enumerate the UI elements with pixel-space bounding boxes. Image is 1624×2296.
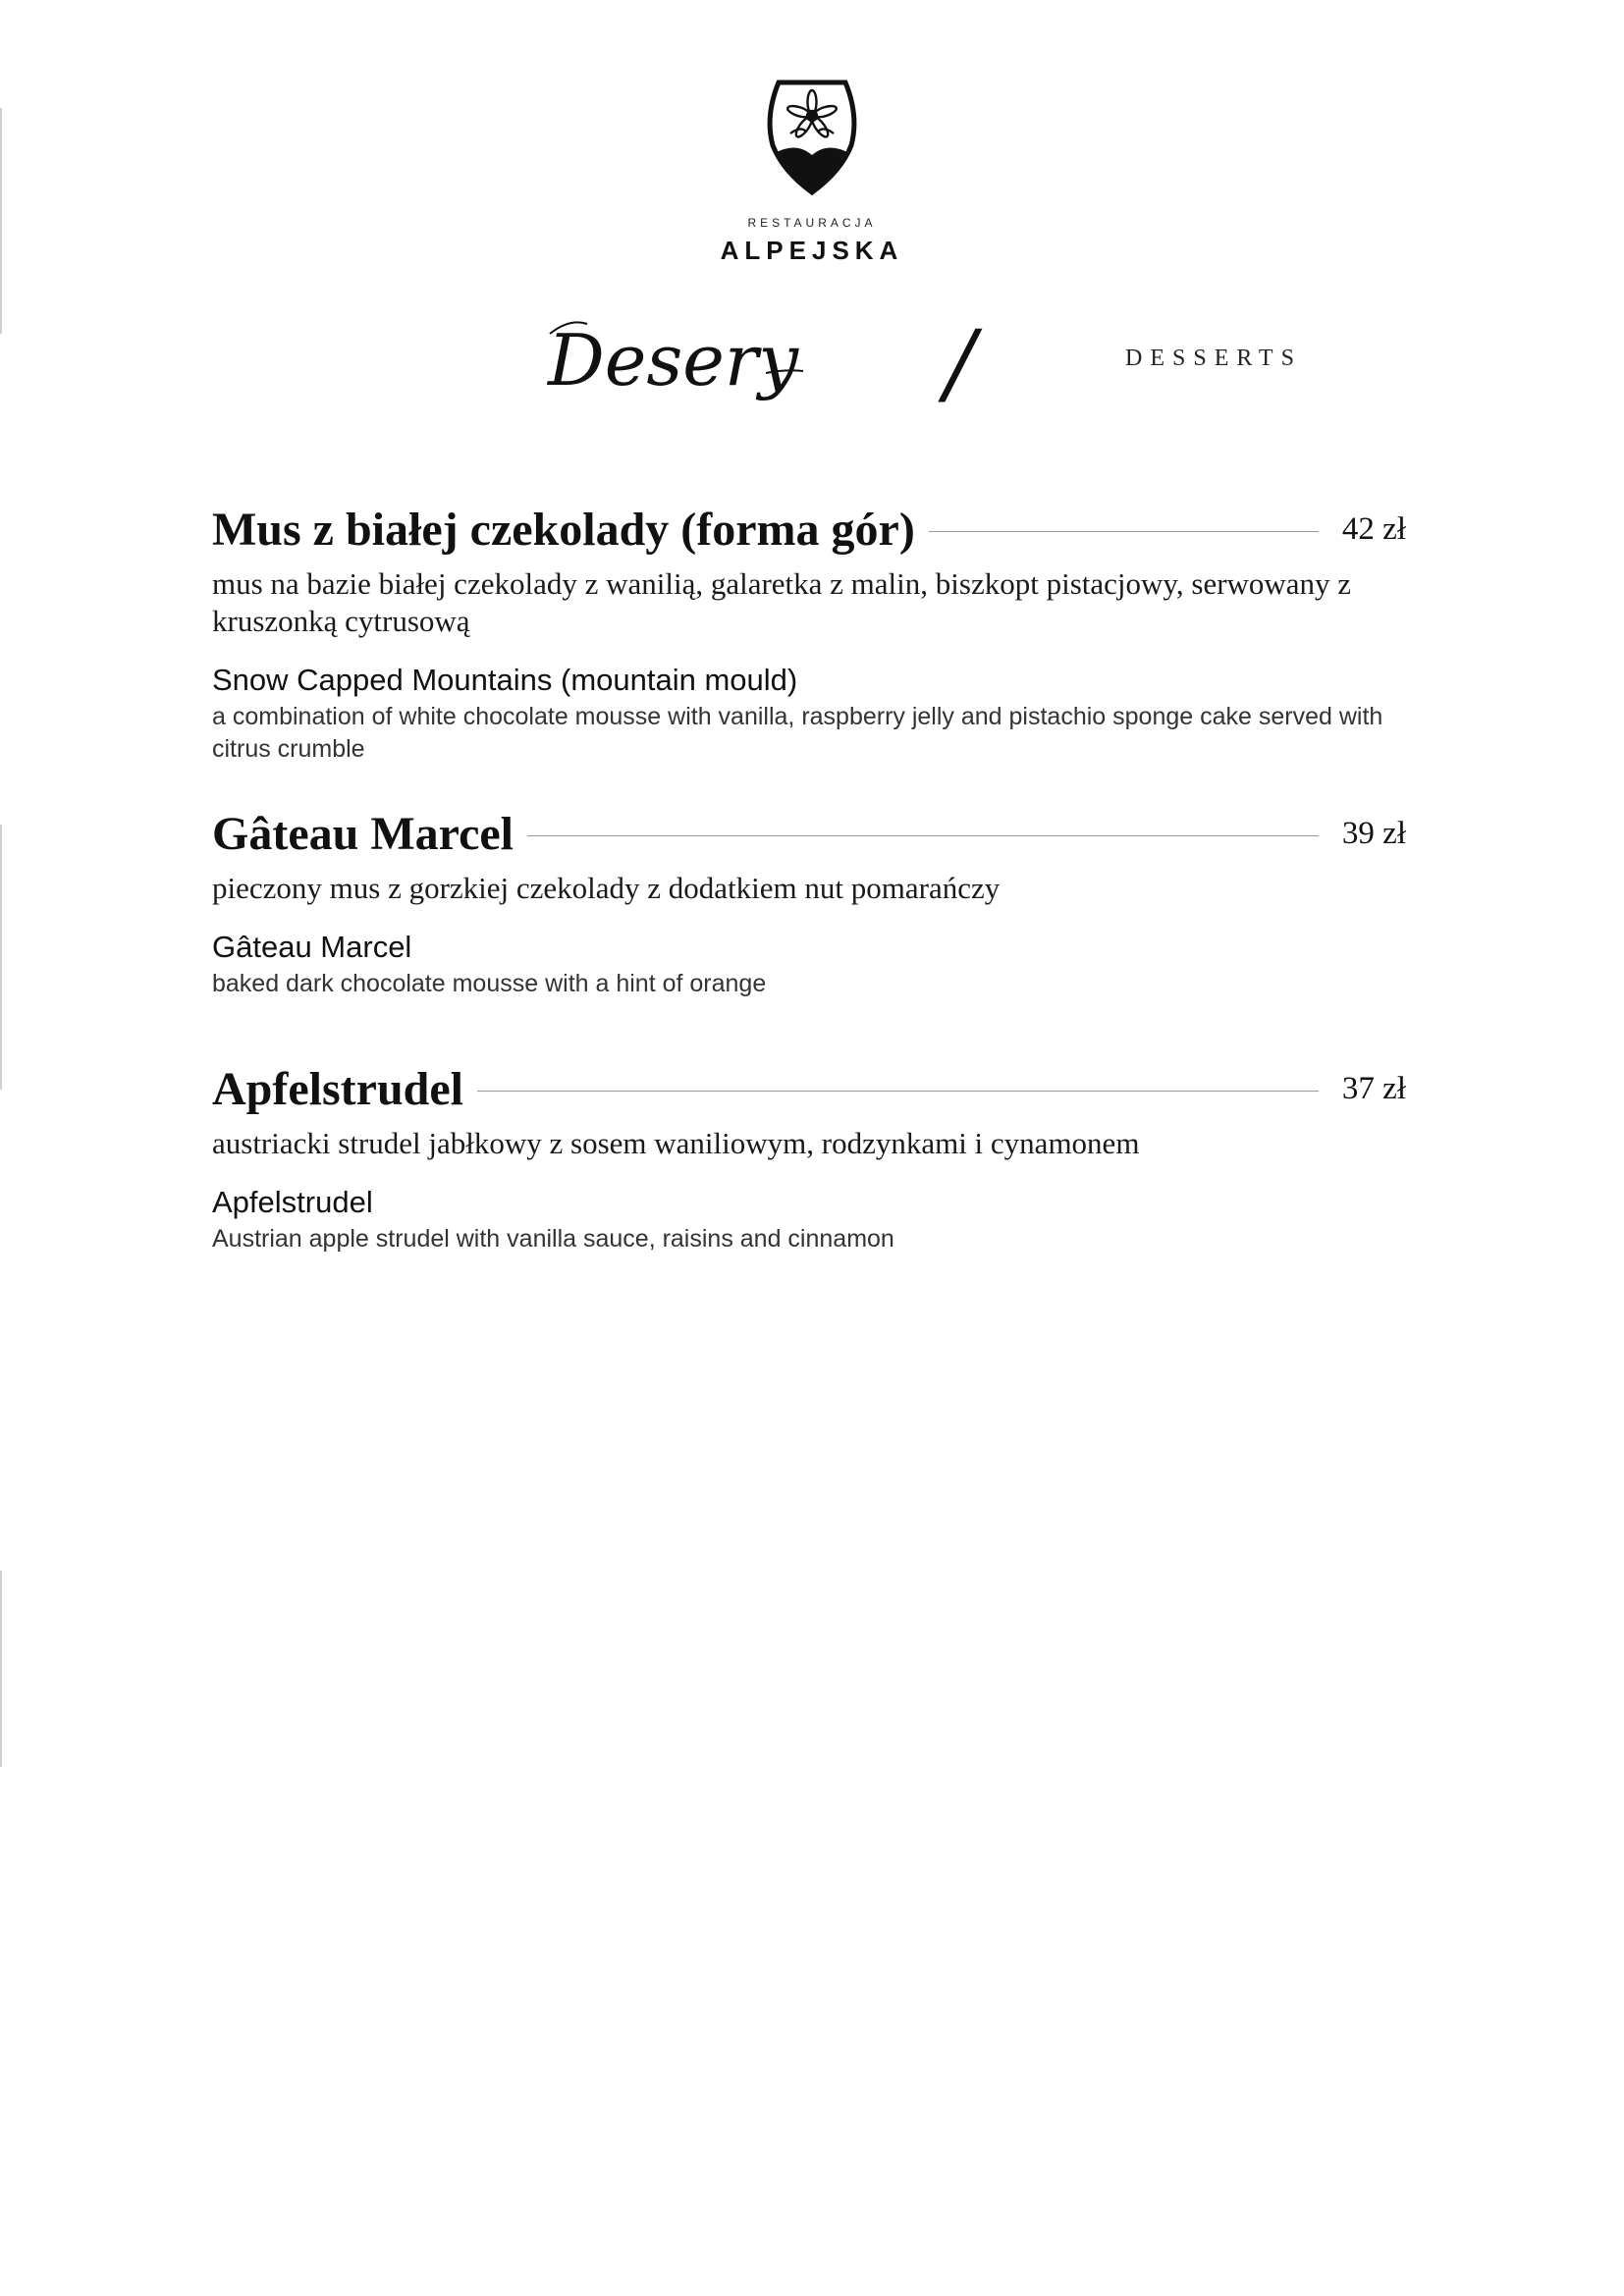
section-heading <box>540 294 1302 422</box>
menu-item-leader-line <box>929 531 1319 532</box>
menu-item-name-pl: Apfelstrudel <box>212 1062 463 1115</box>
menu-item-name-en: Snow Capped Mountains (mountain mould) <box>212 663 798 697</box>
menu-item-leader-line <box>527 835 1319 836</box>
menu-item-name-en: Gâteau Marcel <box>212 930 412 964</box>
menu-item-header <box>212 1054 1406 1123</box>
menu-item-gateau <box>212 799 1406 1000</box>
menu-item-header <box>212 799 1406 868</box>
menu-item-price: 39 zł <box>1341 815 1406 851</box>
menu-item-header <box>212 495 1406 563</box>
menu-item-apfelstrudel <box>212 1054 1406 1255</box>
menu-item-name-pl: Gâteau Marcel <box>212 807 514 860</box>
section-title-script <box>540 294 835 422</box>
svg-text:/: / <box>945 311 976 415</box>
menu-item-description-pl: austriacki strudel jabłkowy z sosem waniliowym, rodzynkami i cynamonem <box>212 1126 1140 1160</box>
menu-item-description-en: baked dark chocolate mousse with a hint of orange <box>212 970 767 997</box>
restaurant-label: RESTAURACJA <box>747 216 877 230</box>
section-separator <box>817 294 1111 422</box>
menu-item-name-pl: Mus z białej czekolady (forma gór) <box>212 503 915 556</box>
menu-item-description-en: Austrian apple strudel with vanilla sauce, raisins and cinnamon <box>212 1225 894 1253</box>
restaurant-name: ALPEJSKA <box>720 236 904 265</box>
menu-item-leader-line <box>477 1091 1319 1092</box>
menu-item-name-en: Apfelstrudel <box>212 1185 373 1219</box>
menu-item-description-en: a combination of white chocolate mousse with vanilla, raspberry jelly and pistachio sponge cake served with citrus crumble <box>212 703 1383 763</box>
menu-item-description-pl: pieczony mus z gorzkiej czekolady z dodatkiem nut pomarańczy <box>212 871 1001 905</box>
section-title-pl: Desery <box>548 319 798 401</box>
menu-item-description-pl: mus na bazie białej czekolady z wanilią, galaretka z malin, biszkopt pistacjowy, serwowany z kruszonką cytrusową <box>212 566 1352 638</box>
page-edge-mark <box>0 1571 2 1767</box>
page-edge-mark <box>0 825 2 1090</box>
menu-item-mus <box>212 495 1406 766</box>
restaurant-logo <box>0 77 1624 266</box>
section-title-en: DESSERTS <box>1125 345 1302 371</box>
menu-item-price: 42 zł <box>1341 510 1406 547</box>
edelweiss-shield-logo-icon <box>761 77 863 198</box>
menu-item-price: 37 zł <box>1341 1070 1406 1106</box>
